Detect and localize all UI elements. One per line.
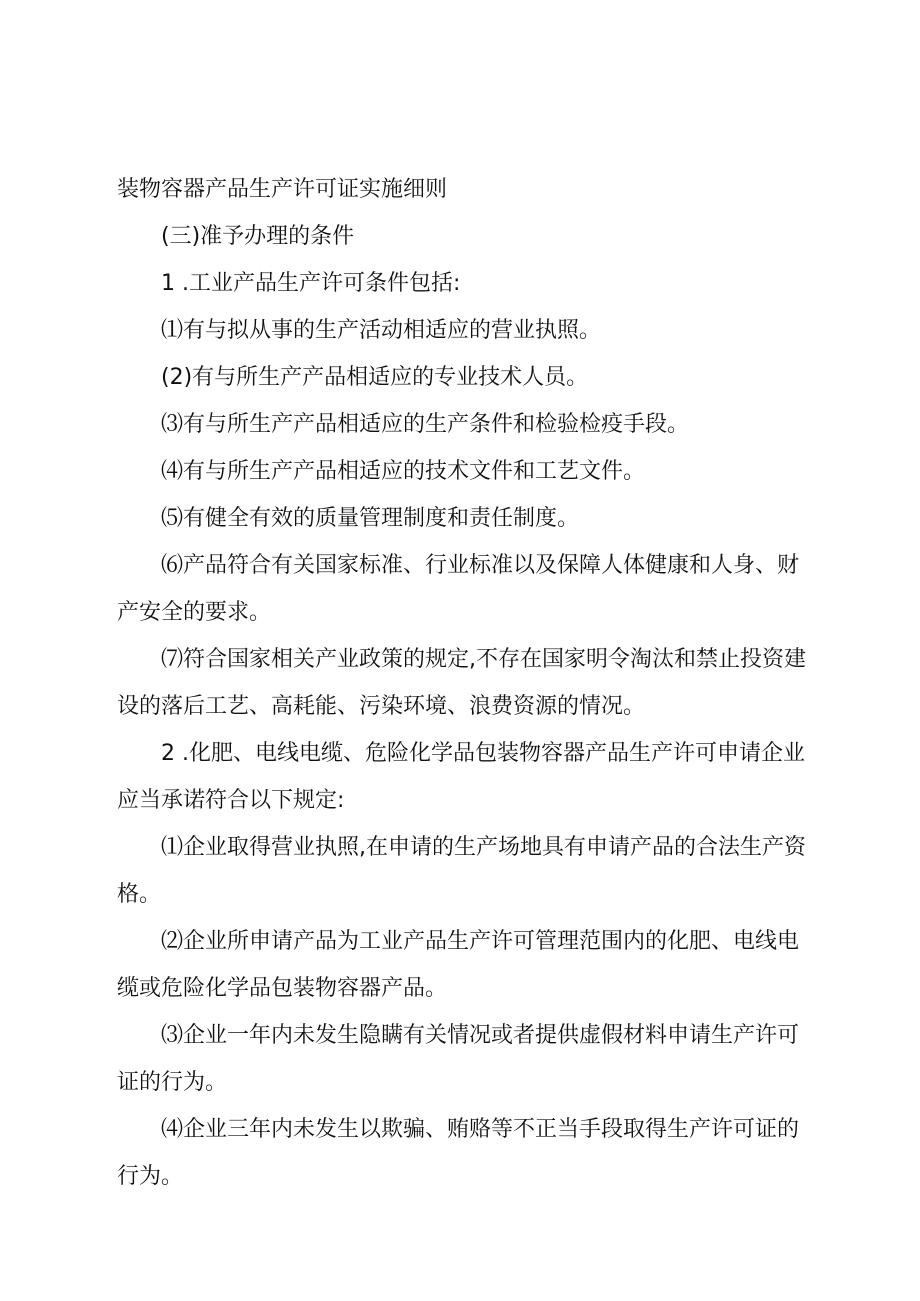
doc-title-line: 装物容器产品生产许可证实施细则 xyxy=(117,177,448,202)
condition-item: ⑶有与所生产产品相适应的生产条件和检验检疫手段。 xyxy=(161,412,690,437)
commitment-item: ⑴企业取得营业执照,在申请的生产场地具有申请产品的合法生产资格。 xyxy=(117,835,806,907)
condition-item: ⑸有健全有效的质量管理制度和责任制度。 xyxy=(161,506,580,531)
condition-item: ⑺符合国家相关产业政策的规定,不存在国家明令淘汰和禁止投资建设的落后工艺、高耗能、污染环境、浪费资源的情况。 xyxy=(117,647,806,719)
commitment-item: ⑶企业一年内未发生隐瞒有关情况或者提供虚假材料申请生产许可证的行为。 xyxy=(117,1023,800,1095)
clause-heading-2: 2 .化肥、电线电缆、危险化学品包装物容器产品生产许可申请企业应当承诺符合以下规定: xyxy=(117,741,805,813)
commitment-item: ⑵企业所申请产品为工业产品生产许可管理范围内的化肥、电线电缆或危险化学品包装物容器产品。 xyxy=(117,929,800,1001)
clause-heading-1: 1 .工业产品生产许可条件包括: xyxy=(161,271,461,296)
document-body xyxy=(117,166,817,1200)
condition-item: ⑹产品符合有关国家标准、行业标准以及保障人体健康和人身、财产安全的要求。 xyxy=(117,553,800,625)
commitment-item: ⑷企业三年内未发生以欺骗、贿赂等不正当手段取得生产许可证的行为。 xyxy=(117,1117,800,1189)
condition-item: (2)有与所生产产品相适应的专业技术人员。 xyxy=(161,365,589,390)
section-heading: (三)准予办理的条件 xyxy=(161,224,355,249)
condition-item: ⑴有与拟从事的生产活动相适应的营业执照。 xyxy=(161,318,602,343)
condition-item: ⑷有与所生产产品相适应的技术文件和工艺文件。 xyxy=(161,459,646,484)
